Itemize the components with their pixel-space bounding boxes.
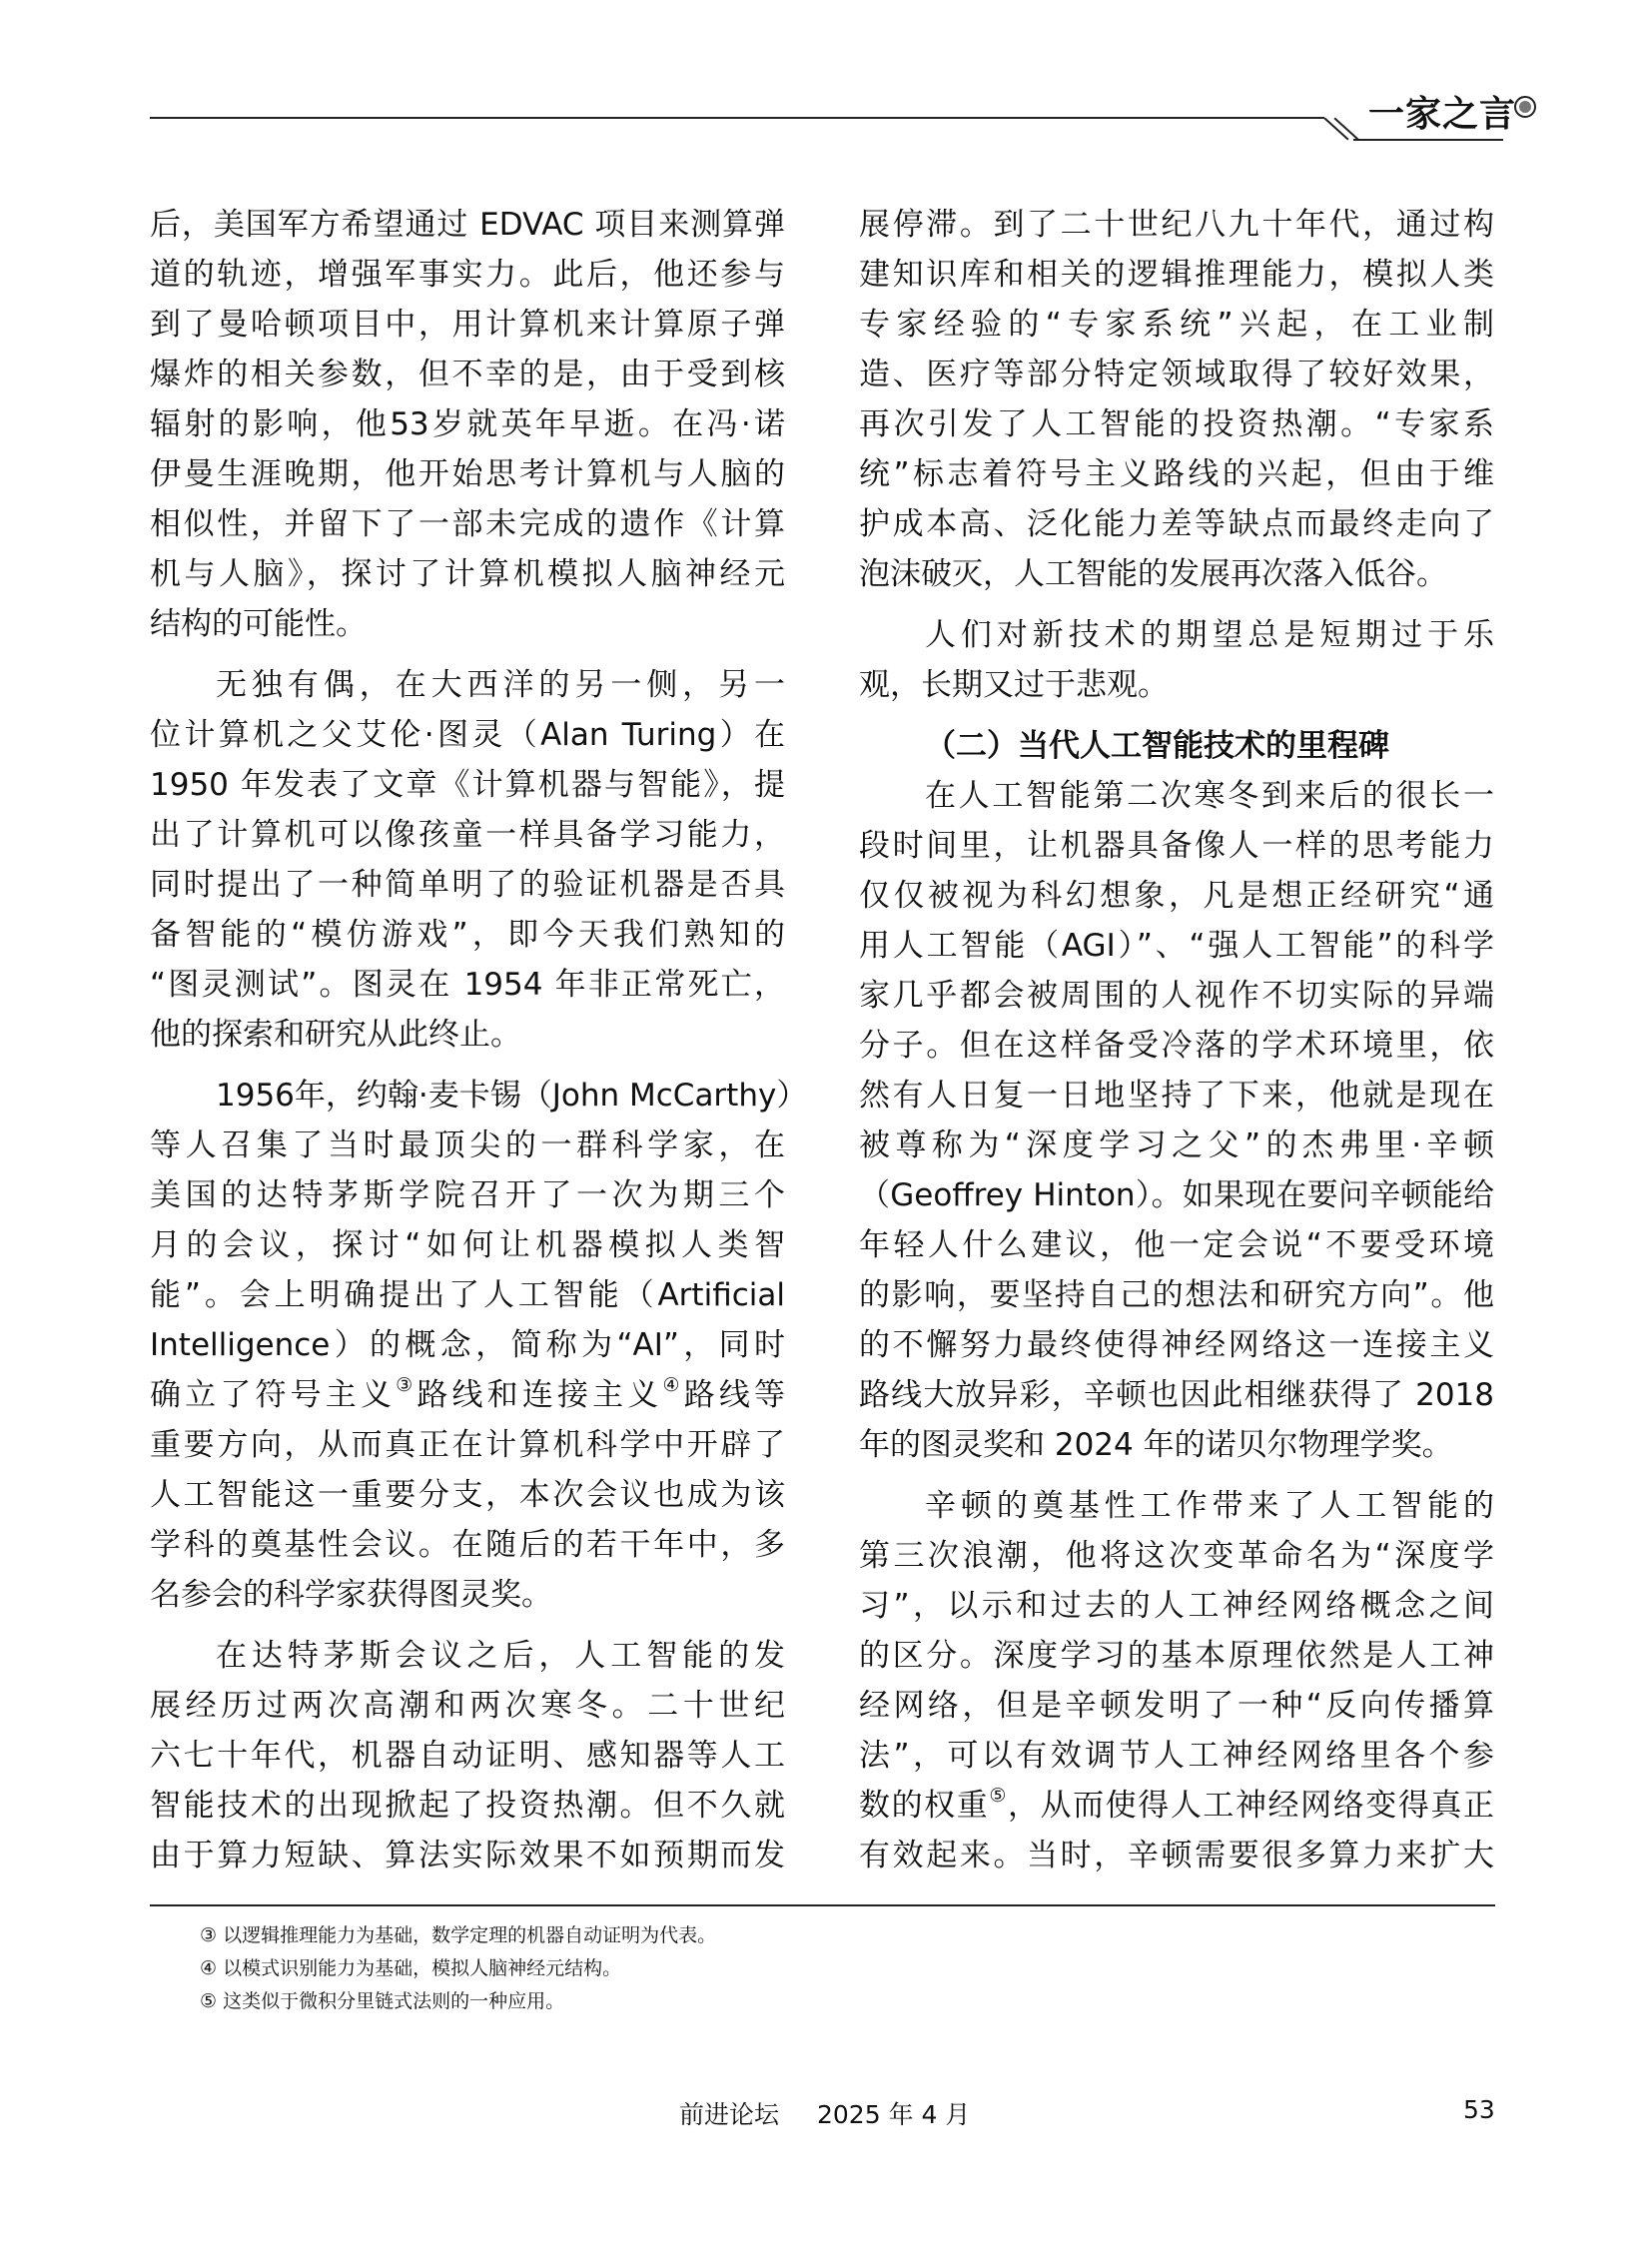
footer-journal: 前进论坛 [679, 2100, 780, 2129]
text-line: 家几乎都会被周围的人视作不切实际的异端 [859, 978, 1494, 1014]
text-segment: 路线和连接主义 [416, 1377, 663, 1413]
text-line: 的不懈努力最终使得神经网络这一连接主义 [859, 1327, 1494, 1363]
text-line: 出了计算机可以像孩童一样具备学习能力， [150, 817, 785, 853]
text-line: 结构的可能性。 [150, 606, 367, 642]
text-line: 经网络，但是辛顿发明了一种“反向传播算 [859, 1688, 1494, 1724]
text-line: 有效起来。当时，辛顿需要很多算力来扩大 [859, 1838, 1494, 1873]
text-line: 机与人脑》，探讨了计算机模拟人脑神经元 [150, 556, 785, 592]
text-line: 辛顿的奠基性工作带来了人工智能的 [925, 1488, 1494, 1524]
text-line: 在人工智能第二次寒冬到来后的很长一 [925, 778, 1494, 814]
text-line: 然有人日复一日地坚持了下来，他就是现在 [859, 1078, 1494, 1114]
paragraph [150, 200, 785, 649]
text-line: 同时提出了一种简单明了的验证机器是否具 [150, 867, 785, 903]
text-line [859, 1781, 1494, 1831]
paragraph [859, 610, 1494, 710]
text-line: 后，美国军方希望通过 EDVAC 项目来测算弹 [150, 207, 785, 243]
text-line: 年的图灵奖和 2024 年的诺贝尔物理学奖。 [859, 1427, 1453, 1463]
text-line: 1956年，约翰·麦卡锡（John McCarthy） [216, 1078, 808, 1114]
text-line: 备智能的“模仿游戏”，即今天我们熟知的 [150, 917, 785, 953]
text-segment: 路线等 [683, 1377, 786, 1413]
footnote: ⑤ 这类似于微积分里链式法则的一种应用。 [200, 1990, 565, 2012]
text-line: 法”，可以有效调节人工神经网络里各个参 [859, 1738, 1494, 1774]
header-rule-left [150, 117, 1324, 119]
text-line: 展经历过两次高潮和两次寒冬。二十世纪 [150, 1688, 785, 1724]
text-line [150, 1370, 785, 1420]
text-line: 等人召集了当时最顶尖的一群科学家，在 [150, 1127, 785, 1163]
text-line: 爆炸的相关参数，但不幸的是，由于受到核 [150, 357, 785, 392]
text-line: 分子。但在这样备受冷落的学术环境里，依 [859, 1028, 1494, 1064]
text-line: 六七十年代，机器自动证明、感知器等人工 [150, 1738, 785, 1774]
text-line: 统”标志着符号主义路线的兴起，但由于维 [859, 456, 1494, 492]
text-line: 能”。会上明确提出了人工智能（Artificial [150, 1277, 785, 1313]
text-line: 位计算机之父艾伦·图灵（Alan Turing）在 [150, 717, 785, 753]
text-line: 到了曼哈顿项目中，用计算机来计算原子弹 [150, 307, 785, 343]
footnote: ③ 以逻辑推理能力为基础，数学定理的机器自动证明为代表。 [200, 1924, 717, 1946]
text-line: 仅仅被视为科幻想象，凡是想正经研究“通 [859, 878, 1494, 914]
text-line: （Geoffrey Hinton）。如果现在要问辛顿能给 [859, 1177, 1494, 1213]
footnote: ④ 以模式识别能力为基础，模拟人脑神经元结构。 [200, 1957, 622, 1979]
text-line: 学科的奠基性会议。在随后的若干年中，多 [150, 1527, 785, 1563]
text-line: 路线大放异彩，辛顿也因此相继获得了 2018 [859, 1377, 1494, 1413]
text-line: 段时间里，让机器具备像人一样的思考能力 [859, 828, 1494, 864]
text-line: 重要方向，从而真正在计算机科学中开辟了 [150, 1427, 785, 1463]
text-line: 1950 年发表了文章《计算机器与智能》，提 [150, 767, 785, 803]
text-line: 无独有偶，在大西洋的另一侧，另一 [216, 667, 785, 703]
paragraph [859, 1481, 1494, 1880]
text-line: 年轻人什么建议，他一定会说“不要受环境 [859, 1227, 1494, 1263]
text-segment: ，从而使得人工神经网络变得真正 [1007, 1788, 1495, 1824]
text-line: 的区分。深度学习的基本原理依然是人工神 [859, 1638, 1494, 1674]
text-line: 造、医疗等部分特定领域取得了较好效果， [859, 357, 1494, 392]
paragraph [150, 660, 785, 1060]
paragraph [859, 200, 1494, 599]
text-line: 他的探索和研究从此终止。 [150, 1017, 521, 1053]
text-line: 在达特茅斯会议之后，人工智能的发 [216, 1638, 785, 1674]
text-line: 美国的达特茅斯学院召开了一次为期三个 [150, 1177, 785, 1213]
text-line: 相似性，并留下了一部未完成的遗作《计算 [150, 506, 785, 542]
footer-issue: 2025 年 4 月 [817, 2100, 971, 2129]
text-segment: 确立了符号主义 [150, 1377, 397, 1413]
text-line: 智能技术的出现掀起了投资热潮。但不久就 [150, 1788, 785, 1824]
text-line: 专家经验的“专家系统”兴起，在工业制 [859, 307, 1494, 343]
section-heading: （二）当代人工智能技术的里程碑 [925, 728, 1389, 764]
text-line: 的影响，要坚持自己的想法和研究方向”。他 [859, 1277, 1494, 1313]
paragraph [150, 1631, 785, 1880]
text-line: 人们对新技术的期望总是短期过于乐 [925, 617, 1494, 653]
text-line: 被尊称为“深度学习之父”的杰弗里·辛顿 [859, 1127, 1494, 1163]
text-line: 道的轨迹，增强军事实力。此后，他还参与 [150, 257, 785, 293]
header-rule-right [1353, 139, 1503, 141]
text-segment: 数的权重 [859, 1788, 990, 1824]
paragraph [150, 1071, 808, 1620]
text-line: 再次引发了人工智能的投资热潮。“专家系 [859, 406, 1494, 442]
footnote-ref[interactable]: ⑤ [989, 1785, 1008, 1807]
text-line: 用人工智能（AGI）”、“强人工智能”的科学 [859, 928, 1494, 964]
text-line: 名参会的科学家获得图灵奖。 [150, 1577, 552, 1613]
text-line: 由于算力短缺、算法实际效果不如预期而发 [150, 1838, 785, 1873]
paragraph [859, 771, 1494, 1470]
text-line: 展停滞。到了二十世纪八九十年代，通过构 [859, 207, 1494, 243]
text-line: Intelligence）的概念，简称为“AI”，同时 [150, 1327, 785, 1363]
circle-bullet-icon [1514, 96, 1536, 118]
text-line: “图灵测试”。图灵在 1954 年非正常死亡， [150, 967, 785, 1003]
text-line: 第三次浪潮，他将这次变革命名为“深度学 [859, 1538, 1494, 1574]
text-line: 伊曼生涯晚期，他开始思考计算机与人脑的 [150, 456, 785, 492]
text-line: 辐射的影响，他53岁就英年早逝。在冯·诺 [150, 406, 785, 442]
text-line: 建知识库和相关的逻辑推理能力，模拟人类 [859, 257, 1494, 293]
text-line: 习”，以示和过去的人工神经网络概念之间 [859, 1588, 1494, 1624]
text-line: 护成本高、泛化能力差等缺点而最终走向了 [859, 506, 1494, 542]
text-line: 泡沫破灭，人工智能的发展再次落入低谷。 [859, 556, 1447, 592]
left-column [150, 200, 808, 1891]
text-line: 观，长期又过于悲观。 [859, 667, 1169, 703]
footnote-ref[interactable]: ③ [396, 1374, 417, 1396]
page-number: 53 [1463, 2095, 1495, 2124]
section-title: 一家之言 [1368, 93, 1517, 135]
footnote-rule [150, 1904, 1495, 1906]
right-column [859, 200, 1494, 1891]
text-line: 人工智能这一重要分支，本次会议也成为该 [150, 1477, 785, 1513]
text-line: 月的会议，探讨“如何让机器模拟人类智 [150, 1227, 785, 1263]
footnote-ref[interactable]: ④ [662, 1374, 684, 1396]
footnotes [200, 1919, 716, 2018]
